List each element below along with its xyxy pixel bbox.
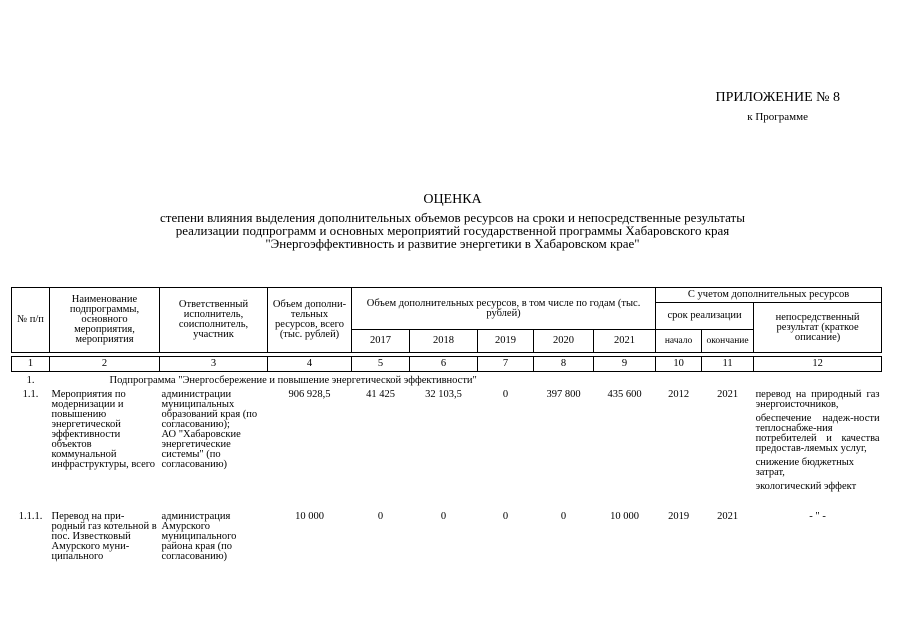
row-year-value: 0 <box>440 511 447 522</box>
column-number: 6 <box>410 357 478 372</box>
appendix-subtitle: к Программе <box>747 111 808 123</box>
row-year-value: 10 000 <box>610 511 639 522</box>
assessment-table <box>11 287 882 562</box>
row-year-value: 435 600 <box>607 389 642 400</box>
column-number: 5 <box>352 357 410 372</box>
document-title: ОЦЕНКА <box>423 192 482 207</box>
header-executor: Ответственный исполнитель, соисполнитель, участник <box>160 288 268 353</box>
column-number: 12 <box>754 357 882 372</box>
row-year-value: 0 <box>377 511 384 522</box>
table-row <box>12 386 882 492</box>
header-year: 2018 <box>410 330 478 353</box>
section-row <box>12 372 882 387</box>
row-executor <box>160 386 268 492</box>
result-line: - " - <box>809 511 826 522</box>
column-number: 7 <box>478 357 534 372</box>
row-end: 2021 <box>717 511 739 522</box>
row-end: 2021 <box>717 389 739 400</box>
result-line: экологический эффект <box>755 481 857 492</box>
row-year-value: 0 <box>502 511 509 522</box>
table-row <box>12 492 882 562</box>
subtitle-line: реализации подпрограмм и основных мероприятий государственной программы Хабаровского края <box>175 223 730 238</box>
row-result <box>754 492 882 562</box>
row-number: 1.1. <box>22 389 39 400</box>
result-line: перевод на природный газ энергоисточников, <box>755 389 880 410</box>
column-number: 10 <box>656 357 702 372</box>
header-term: срок реализации <box>656 303 754 330</box>
subtitle-line: степени влияния выделения дополнительных объемов ресурсов на сроки и непосредственные результаты <box>160 210 745 225</box>
row-year-value: 41 425 <box>366 389 395 400</box>
executor-line: администрация Амурского муниципального района края (по согласованию) <box>161 511 237 562</box>
row-executor <box>160 492 268 562</box>
appendix-title: ПРИЛОЖЕНИЕ № 8 <box>715 90 840 105</box>
row-year-value: 32 103,5 <box>425 389 462 400</box>
row-year-value: 0 <box>502 389 509 400</box>
subtitle-line: "Энергоэффективность и развитие энергетики в Хабаровском крае" <box>265 236 640 251</box>
row-year-value: 0 <box>560 511 567 522</box>
executor-line: администрации муниципальных образований края (по согласованию); <box>161 389 258 430</box>
column-number: 8 <box>534 357 594 372</box>
header-year: 2019 <box>478 330 534 353</box>
row-volume: 906 928,5 <box>288 389 331 400</box>
row-number: 1.1.1. <box>18 511 43 522</box>
document-subtitle <box>100 211 805 250</box>
header-by-years: Объем дополнительных ресурсов, в том числе по годам (тыс. рублей) <box>352 288 656 330</box>
result-line: обеспечение надеж-ности теплоснабже-ния потребителей и качества предостав-ляемых услуг, <box>755 413 880 454</box>
section-number: 1. <box>26 375 35 386</box>
row-start: 2012 <box>668 389 690 400</box>
row-name: Мероприятия по модернизации и повышению энергетической эффективности объектов коммунальной инфраструктуры, всего <box>51 389 156 470</box>
column-number: 2 <box>50 357 160 372</box>
header-with-resources: С учетом дополнительных ресурсов <box>656 288 882 303</box>
row-volume: 10 000 <box>295 511 324 522</box>
header-result: непосредственный результат (краткое описание) <box>754 303 882 353</box>
section-title: Подпрограмма "Энергосбережение и повышение энергетической эффективности" <box>109 375 477 386</box>
column-number: 1 <box>12 357 50 372</box>
column-number: 11 <box>702 357 754 372</box>
column-number: 3 <box>160 357 268 372</box>
result-line: снижение бюджетных затрат, <box>755 457 855 478</box>
column-number: 4 <box>268 357 352 372</box>
header-volume: Объем дополни-тельных ресурсов, всего (тыс. рублей) <box>268 288 352 353</box>
header-year: 2017 <box>352 330 410 353</box>
executor-line: АО "Хабаровские энергетические системы" (по согласованию) <box>161 429 241 470</box>
column-number-row <box>12 357 882 372</box>
header-year: 2021 <box>594 330 656 353</box>
row-name: Перевод на при-родный газ котельной в пос. Известковый Амурского муни-ципального <box>51 511 157 562</box>
header-no: № п/п <box>12 288 50 353</box>
row-start: 2019 <box>668 511 690 522</box>
header-name: Наименование подпрограммы, основного мероприятия, мероприятия <box>50 288 160 353</box>
header-end: окончание <box>702 330 754 353</box>
column-number: 9 <box>594 357 656 372</box>
row-result <box>754 386 882 492</box>
header-start: начало <box>656 330 702 353</box>
header-year: 2020 <box>534 330 594 353</box>
row-year-value: 397 800 <box>546 389 581 400</box>
